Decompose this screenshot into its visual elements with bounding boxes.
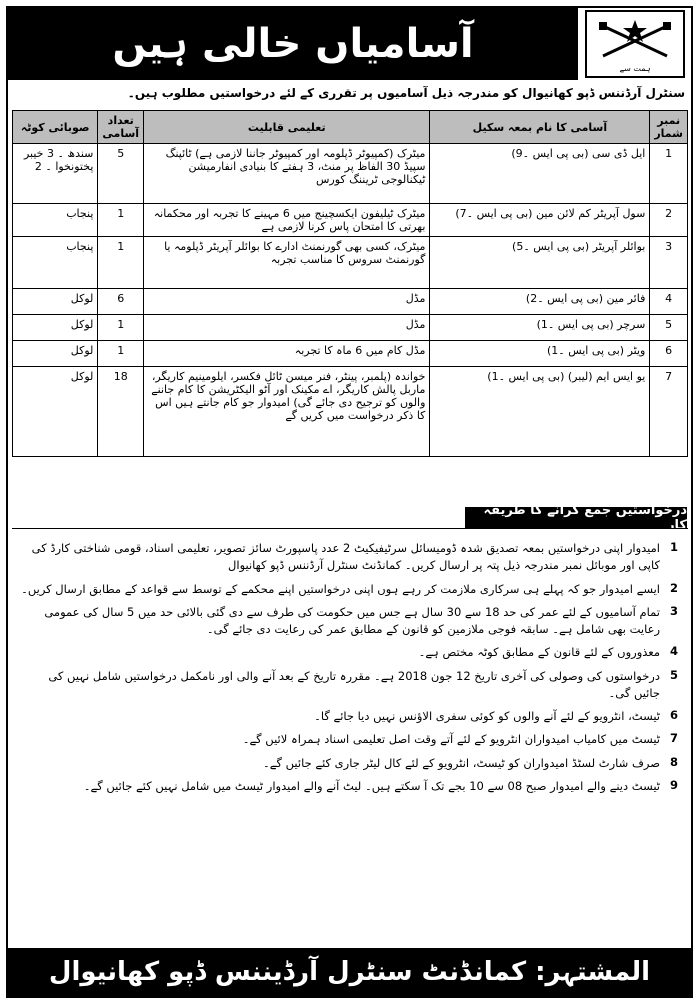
row-count: 1 [98,341,144,367]
item-text: ٹیسٹ دینے والے امیدوار صبح 08 سے 10 بجے تک آ سکتے ہیں۔ لیٹ آنے والے امیدوار ٹیسٹ میں شامل نہیں کئے جائیں گے۔ [83,778,660,793]
list-item [12,581,688,598]
row-qualification: مڈل [144,289,430,315]
list-item [12,731,688,748]
page-title: آسامیاں خالی ہیں [8,8,578,80]
row-post: سول آپریٹر کم لائن مین (بی پی ایس ۔7) [430,204,650,237]
row-qualification: میٹرک، کسی بھی گورنمنٹ ادارے کا بوائلر آپریٹر ڈپلومہ یا گورنمنٹ سروس کا مناسب تجربہ [144,237,430,289]
list-item [12,755,688,772]
row-count: 5 [98,144,144,204]
logo-motto: ہمت سے [619,63,651,73]
table-row [13,289,688,315]
list-item [12,668,688,703]
row-num: 1 [650,144,688,204]
header-count: تعداد آسامی [98,111,144,144]
list-item [12,604,688,639]
row-qualification: میٹرک (کمپیوٹر ڈپلومہ اور کمپیوٹر جاننا لازمی ہے) ٹائپنگ سپیڈ 30 الفاظ پر منٹ، 3 ہفتے کا بنیادی انفارمیشن ٹیکنالوجی ٹریننگ کورس [144,144,430,204]
army-logo [585,10,685,78]
row-post: بوائلر آپریٹر (بی پی ایس ۔5) [430,237,650,289]
item-text: معذوروں کے لئے قانون کے مطابق کوٹہ مختص ہے۔ [418,645,660,660]
footer-advertiser: المشتہر: کمانڈنٹ سنٹرل آرڈیننس ڈپو کھانیوال [8,948,691,996]
row-quota: لوکل [13,289,98,315]
list-item [12,708,688,725]
row-num: 2 [650,204,688,237]
row-quota: لوکل [13,315,98,341]
section-title: درخواستیں جمع کرانے کا طریقہ کار [465,507,687,529]
item-text: ٹیسٹ، انٹرویو کے لئے آنے والوں کو کوئی سفری الاؤنس نہیں دیا جائے گا۔ [314,709,660,723]
header-qualification: تعلیمی قابلیت [144,111,430,144]
row-count: 1 [98,204,144,237]
row-num: 7 [650,367,688,457]
row-qualification: مڈل کام میں 6 ماہ کا تجربہ [144,341,430,367]
row-qualification: خواندہ (پلمبر، پینٹر، فنر میسن ٹائل فکسر، ایلومینیم کاریگر، ماربل پالش کاریگر، اے مکینک اور آٹو الیکٹریشن کا کام جاننے والوں کو ترجیح دی جائے گی) امیدوار جو کام جانتے ہیں اس کا ذکر درخواست میں کریں گے [144,367,430,457]
crossed-swords-icon [595,16,675,62]
table-row [13,315,688,341]
row-post: ویٹر (بی پی ایس ۔1) [430,341,650,367]
row-count: 18 [98,367,144,457]
item-text: تمام آسامیوں کے لئے عمر کی حد 18 سے 30 سال ہے جس میں حکومت کی طرف سے دی گئی بالائی حد میں 5 سال کی عمومی رعایت بھی شامل ہے۔ سابقہ فوجی ملازمین کو قانون کے مطابق عمر کی رعایت دی جائے گی۔ [44,604,660,636]
item-number: 7 [669,731,678,746]
list-item [12,644,688,661]
header [8,8,691,80]
row-qualification: میٹرک ٹیلیفون ایکسچینج میں 6 مہینے کا تجربہ اور محکمانہ بھرتی کا امتحان پاس کرنا لازمی ہے [144,204,430,237]
item-text: صرف شارٹ لسٹڈ امیدواران کو ٹیسٹ، انٹرویو کے لئے کال لیٹر جاری کئے جائیں گے۔ [263,755,660,770]
table-row [13,204,688,237]
row-post: یو ایس ایم (لیبر) (بی پی ایس ۔1) [430,367,650,457]
item-text: ایسے امیدوار جو کہ پہلے ہی سرکاری ملازمت کر رہے ہوں اپنی درخواستیں اپنے محکمے کے توسط سے قواعد کے مطابق ارسال کریں۔ [21,581,660,596]
item-number: 2 [669,580,678,595]
header-num: نمبر شمار [650,111,688,144]
row-num: 3 [650,237,688,289]
row-count: 1 [98,315,144,341]
table-row [13,144,688,204]
row-quota: سندھ ۔ 3 خیبر پختونخوا ۔ 2 [13,144,98,204]
row-count: 1 [98,237,144,289]
table-row [13,341,688,367]
row-qualification: مڈل [144,315,430,341]
item-number: 5 [669,667,678,682]
instructions-list [12,540,688,801]
item-number: 8 [669,754,678,769]
list-item [12,778,688,795]
item-number: 6 [669,708,678,722]
row-num: 5 [650,315,688,341]
row-quota: پنجاب [13,204,98,237]
row-post: سرچر (بی پی ایس ۔1) [430,315,650,341]
row-quota: پنجاب [13,237,98,289]
item-text: ٹیسٹ میں کامیاب امیدواران انٹرویو کے لئے آتے وقت اصل تعلیمی اسناد ہمراہ لائیں گے۔ [242,732,660,747]
row-quota: لوکل [13,341,98,367]
item-number: 9 [669,777,678,792]
list-item [12,540,688,575]
row-count: 6 [98,289,144,315]
row-post: فائر مین (بی پی ایس ۔2) [430,289,650,315]
row-post: ایل ڈی سی (بی پی ایس ۔9) [430,144,650,204]
row-num: 6 [650,341,688,367]
item-text: امیدوار اپنی درخواستیں بمعہ تصدیق شدہ ڈومیسائل سرٹیفیکیٹ 2 عدد پاسپورٹ سائز تصویر، تعلیمی اسناد، قومی شناختی کارڈ کی کاپی اور موبائل نمبر مندرجہ ذیل پتہ پر ارسال کریں۔ کمانڈنٹ سنٹرل آرڈننس ڈپو کھانیوال [31,541,660,573]
item-number: 4 [669,644,678,659]
header-quota: صوبائی کوٹہ [13,111,98,144]
row-quota: لوکل [13,367,98,457]
vacancies-table [12,110,688,457]
table-row [13,367,688,457]
item-text: درخواستوں کی وصولی کی آخری تاریخ 12 جون 2018 ہے۔ مقررہ تاریخ کے بعد آنے والی اور نامکمل درخواستیں شامل نہیں کی جائیں گی۔ [48,668,660,700]
table-header-row [13,111,688,144]
section-divider [12,528,688,529]
header-post: آسامی کا نام بمعہ سکیل [430,111,650,144]
intro-text: سنٹرل آرڈننس ڈپو کھانیوال کو مندرجہ ذیل آسامیوں پر تقرری کے لئے درخواستیں مطلوب ہیں۔ [127,86,685,100]
item-number: 3 [669,603,678,618]
table-row [13,237,688,289]
item-number: 1 [669,540,678,554]
row-num: 4 [650,289,688,315]
